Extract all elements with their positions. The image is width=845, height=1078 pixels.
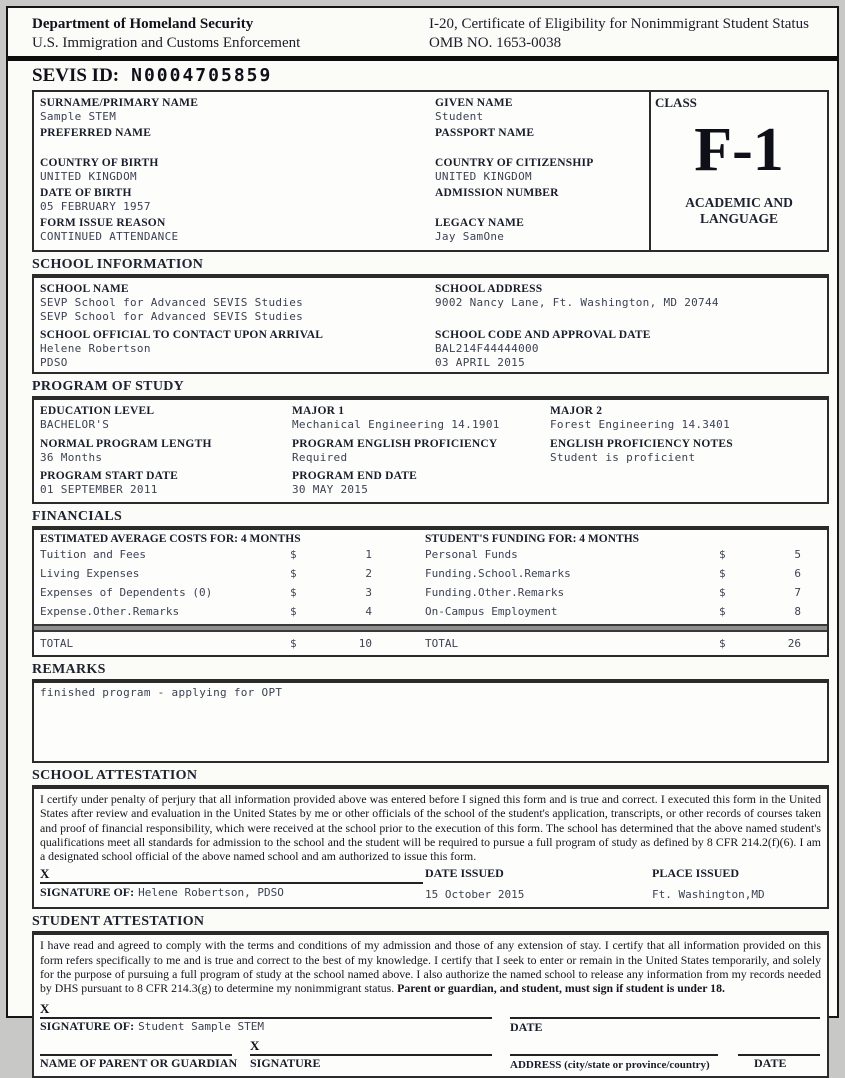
field-school-code: SCHOOL CODE AND APPROVAL DATE BAL214F44444000 03 APRIL 2015 bbox=[435, 329, 651, 369]
currency-symbol: $ bbox=[290, 605, 297, 618]
field-surname: SURNAME/PRIMARY NAME Sample STEM bbox=[40, 97, 199, 123]
field-school-address: SCHOOL ADDRESS 9002 Nancy Lane, Ft. Washington, MD 20744 bbox=[435, 283, 719, 309]
student-attestation-text: I have read and agreed to comply with the terms and conditions of my admission and those of any extension of stay. I certify that all information provided on this form refers specifically to me and is true and correct to the best of my knowledge. I certify that I seek to enter or remain in the United States temporarily, and solely for the purpose of pursuing a full program of study at the school named above. I also authorize the named school to release any information from my records needed by DHS pursuant to 8 CFR 214.3(g) to determine my nonimmigrant status. Parent or guardian, and student, must sign if student is under 18. bbox=[40, 938, 821, 996]
currency-symbol: $ bbox=[290, 637, 297, 650]
student-attestation-heading: STUDENT ATTESTATION bbox=[32, 911, 829, 933]
parent-name-label: NAME OF PARENT OR GUARDIAN bbox=[40, 1055, 238, 1070]
school-attestation-heading: SCHOOL ATTESTATION bbox=[32, 765, 829, 787]
field-normal-program-length: NORMAL PROGRAM LENGTH 36 Months bbox=[40, 437, 212, 464]
field-education-level: EDUCATION LEVEL BACHELOR'S bbox=[40, 405, 155, 431]
personal-info-box bbox=[32, 90, 829, 252]
student-signature-line: X bbox=[40, 1001, 492, 1019]
parent-name-line bbox=[40, 1044, 232, 1056]
minor-signature-notice: Parent or guardian, and student, must sign if student is under 18. bbox=[397, 981, 725, 996]
date-issued-label: DATE ISSUED bbox=[425, 866, 504, 881]
financial-row: Expenses of Dependents (0) $ 3 Funding.Other.Remarks $ 7 bbox=[40, 586, 801, 599]
field-major-1: MAJOR 1 Mechanical Engineering 14.1901 bbox=[292, 405, 500, 431]
student-date-label: DATE bbox=[510, 1019, 543, 1034]
field-school-official: SCHOOL OFFICIAL TO CONTACT UPON ARRIVAL Helene Robertson PDSO bbox=[40, 329, 324, 369]
currency-symbol: $ bbox=[719, 605, 726, 618]
parent-address-line bbox=[510, 1044, 718, 1056]
field-legacy-name: LEGACY NAME Jay SamOne bbox=[435, 217, 524, 243]
school-signature-of-label: SIGNATURE OF: bbox=[40, 885, 135, 900]
field-program-english-proficiency: PROGRAM ENGLISH PROFICIENCY Required bbox=[292, 437, 498, 464]
sevis-id-row bbox=[8, 61, 837, 90]
student-signature-name: Student Sample STEM bbox=[138, 1019, 264, 1033]
school-information-box bbox=[32, 276, 829, 374]
school-information-heading: SCHOOL INFORMATION bbox=[32, 254, 829, 276]
visa-class-box bbox=[649, 92, 827, 250]
field-english-proficiency-notes: ENGLISH PROFICIENCY NOTES Student is proficient bbox=[550, 437, 733, 464]
field-school-name: SCHOOL NAME SEVP School for Advanced SEVIS Studies SEVP School for Advanced SEVIS Studies bbox=[40, 283, 304, 323]
school-signature-line: X bbox=[40, 866, 423, 884]
currency-symbol: $ bbox=[290, 548, 297, 561]
field-admission-number: ADMISSION NUMBER bbox=[435, 187, 559, 199]
remarks-text: finished program - applying for OPT bbox=[40, 686, 283, 699]
program-of-study-heading: PROGRAM OF STUDY bbox=[32, 376, 829, 398]
visa-class-value: F-1 bbox=[694, 116, 784, 184]
sevis-id-label: SEVIS ID: bbox=[32, 65, 120, 86]
field-given-name: GIVEN NAME Student bbox=[435, 97, 513, 123]
agency-subname: U.S. Immigration and Customs Enforcement bbox=[32, 35, 301, 51]
parent-date-line bbox=[738, 1044, 820, 1056]
parent-signature-line: X bbox=[250, 1038, 492, 1056]
currency-symbol: $ bbox=[290, 567, 297, 580]
school-attestation-box bbox=[32, 787, 829, 909]
financial-total-row: TOTAL $ 10 TOTAL $ 26 bbox=[40, 637, 801, 650]
financials-heading: FINANCIALS bbox=[32, 506, 829, 528]
currency-symbol: $ bbox=[719, 586, 726, 599]
costs-header: ESTIMATED AVERAGE COSTS FOR: 4 MONTHS bbox=[40, 533, 301, 545]
school-official-signature-name: Helene Robertson, PDSO bbox=[138, 886, 284, 900]
remarks-box bbox=[32, 681, 829, 763]
parent-address-label: ADDRESS (city/state or province/country) bbox=[510, 1058, 710, 1071]
empty-cell bbox=[550, 469, 827, 501]
field-country-of-birth: COUNTRY OF BIRTH UNITED KINGDOM bbox=[40, 157, 159, 183]
financials-box bbox=[32, 528, 829, 657]
program-of-study-box bbox=[32, 398, 829, 504]
field-program-start-date: PROGRAM START DATE 01 SEPTEMBER 2011 bbox=[40, 470, 179, 497]
currency-symbol: $ bbox=[719, 567, 726, 580]
form-header bbox=[8, 8, 837, 53]
place-issued-label: PLACE ISSUED bbox=[652, 866, 740, 881]
student-date-line bbox=[510, 1005, 820, 1019]
student-attestation-box bbox=[32, 933, 829, 1077]
student-signature-of-label: SIGNATURE OF: bbox=[40, 1018, 135, 1033]
school-attestation-text: I certify under penalty of perjury that all information provided above was entered before I signed this form and is true and correct. I executed this form in the United States after review and evaluation in the United States by me or other officials of the school of the student's application, transcripts, or other records of courses taken and proof of financial responsibility, which were received at the school prior to the execution of this form. The school has determined that the above named student's qualifications meet all standards for admission to the school and the student will be required to pursue a full program of study as defined by 8 CFR 214.2(f)(6). I am a designated school official of the above named school and am authorized to issue this form. bbox=[40, 792, 821, 864]
omb-number: OMB NO. 1653-0038 bbox=[429, 35, 562, 51]
financial-row: Tuition and Fees $ 1 Personal Funds $ 5 bbox=[40, 548, 801, 561]
i20-form-page bbox=[6, 6, 839, 1071]
field-date-of-birth: DATE OF BIRTH 05 FEBRUARY 1957 bbox=[40, 187, 151, 213]
currency-symbol: $ bbox=[290, 586, 297, 599]
totals-divider bbox=[34, 624, 827, 632]
form-title: I-20, Certificate of Eligibility for Nonimmigrant Student Status bbox=[429, 16, 809, 32]
date-issued-value: 15 October 2015 bbox=[425, 888, 525, 902]
sevis-id-value: N0004705859 bbox=[131, 65, 273, 86]
parent-date-label: DATE bbox=[754, 1055, 787, 1070]
funding-header: STUDENT'S FUNDING FOR: 4 MONTHS bbox=[425, 533, 640, 545]
parent-signature-label: SIGNATURE bbox=[250, 1055, 321, 1070]
field-passport-name: PASSPORT NAME bbox=[435, 127, 535, 139]
agency-name: Department of Homeland Security bbox=[32, 16, 254, 32]
field-country-of-citizenship: COUNTRY OF CITIZENSHIP UNITED KINGDOM bbox=[435, 157, 594, 183]
financial-row: Living Expenses $ 2 Funding.School.Remarks $ 6 bbox=[40, 567, 801, 580]
place-issued-value: Ft. Washington,MD bbox=[652, 888, 765, 902]
financial-row: Expense.Other.Remarks $ 4 On-Campus Employment $ 8 bbox=[40, 605, 801, 618]
field-program-end-date: PROGRAM END DATE 30 MAY 2015 bbox=[292, 470, 418, 497]
field-preferred-name: PREFERRED NAME bbox=[40, 127, 152, 139]
field-major-2: MAJOR 2 Forest Engineering 14.3401 bbox=[550, 405, 730, 431]
class-label: CLASS bbox=[655, 95, 697, 110]
remarks-heading: REMARKS bbox=[32, 659, 829, 681]
field-form-issue-reason: FORM ISSUE REASON CONTINUED ATTENDANCE bbox=[40, 217, 179, 243]
class-subtitle: ACADEMIC AND LANGUAGE bbox=[685, 195, 793, 226]
currency-symbol: $ bbox=[719, 548, 726, 561]
currency-symbol: $ bbox=[719, 637, 726, 650]
